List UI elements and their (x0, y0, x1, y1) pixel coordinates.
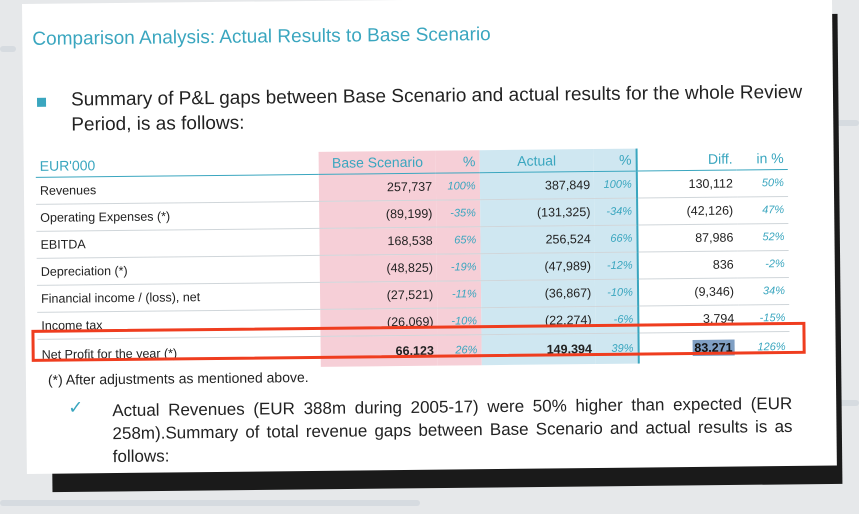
actual-value: (47,989) (480, 253, 595, 281)
base-pct: 65% (437, 227, 481, 254)
diff-pct: 52% (737, 223, 788, 251)
slide-title: Comparison Analysis: Actual Results to Base Scenario (32, 24, 491, 50)
base-pct: -19% (437, 254, 481, 281)
row-label: Net Profit for the year (*) (41, 346, 178, 362)
header-diff-pct: in % (736, 147, 787, 170)
background-blur (0, 500, 420, 506)
header-actual: Actual (479, 149, 594, 173)
header-currency: EUR'000 (36, 152, 320, 177)
diff-pct: -2% (738, 250, 789, 278)
base-pct: -35% (436, 200, 480, 227)
base-value: 257,737 (319, 173, 436, 201)
actual-pct: -12% (595, 252, 638, 279)
actual-value: 256,524 (480, 226, 595, 254)
header-base-scenario: Base Scenario (319, 151, 436, 175)
actual-pct: 39% (596, 333, 639, 364)
base-value: (27,521) (320, 281, 437, 309)
actual-pct: 66% (595, 225, 638, 252)
base-value: (48,825) (320, 254, 437, 282)
diff-value: 3,794 (638, 305, 738, 333)
header-base-pct: % (436, 150, 480, 173)
diff-value: 87,986 (637, 224, 737, 252)
base-value: (89,199) (319, 200, 436, 228)
diff-value: 836 (637, 251, 737, 279)
header-actual-pct: % (594, 149, 637, 172)
header-diff: Diff. (636, 148, 736, 172)
base-value: 168,538 (320, 227, 437, 255)
actual-pct: 100% (594, 171, 637, 198)
row-label: Financial income / (loss), net (37, 282, 321, 312)
base-value: 66,123 (321, 335, 438, 367)
base-pct: -10% (437, 308, 481, 335)
actual-value: (131,325) (480, 199, 595, 227)
diff-pct: 126% (757, 341, 786, 354)
background-blur (0, 46, 16, 52)
row-label: Revenues (36, 174, 320, 204)
actual-pct: -6% (595, 306, 638, 333)
diff-pct: 50% (737, 169, 788, 197)
selected-diff-value[interactable]: 83,271 (692, 340, 734, 356)
row-label: Operating Expenses (*) (36, 201, 320, 231)
actual-value: 387,849 (480, 172, 595, 200)
actual-pct: -34% (594, 198, 637, 225)
actual-value: 149,394 (481, 334, 596, 366)
diff-pct: 47% (737, 196, 788, 224)
base-pct: 26% (438, 335, 482, 366)
square-bullet-icon (37, 98, 46, 107)
actual-value: (22,274) (481, 307, 596, 335)
intro-text: Summary of P&L gaps between Base Scenario and actual results for the whole Review Period, is as follows: (70, 81, 803, 136)
row-label: EBITDA (36, 228, 320, 258)
base-pct: 100% (436, 173, 480, 200)
footnote: (*) After adjustments as mentioned above. (47, 369, 309, 388)
row-label: Income tax (37, 309, 321, 339)
row-label: Depreciation (*) (37, 255, 321, 285)
actual-pct: -10% (595, 279, 638, 306)
actual-value: (36,867) (481, 280, 596, 308)
diff-value: (42,126) (637, 197, 737, 225)
document-slide (22, 0, 837, 474)
base-value: (26,069) (321, 308, 438, 336)
bullet-paragraph: Actual Revenues (EUR 388m during 2005-17) were 50% higher than expected (EUR 258m).Summary of total revenue gaps between Base Scenario and actual results is as follows: (112, 393, 793, 467)
diff-value: 130,112 (637, 170, 737, 198)
diff-pct: 34% (738, 277, 789, 305)
diff-pct: -15% (738, 304, 789, 332)
diff-value: (9,346) (638, 278, 738, 306)
checkmark-icon: ✓ (68, 397, 84, 418)
base-pct: -11% (437, 281, 481, 308)
